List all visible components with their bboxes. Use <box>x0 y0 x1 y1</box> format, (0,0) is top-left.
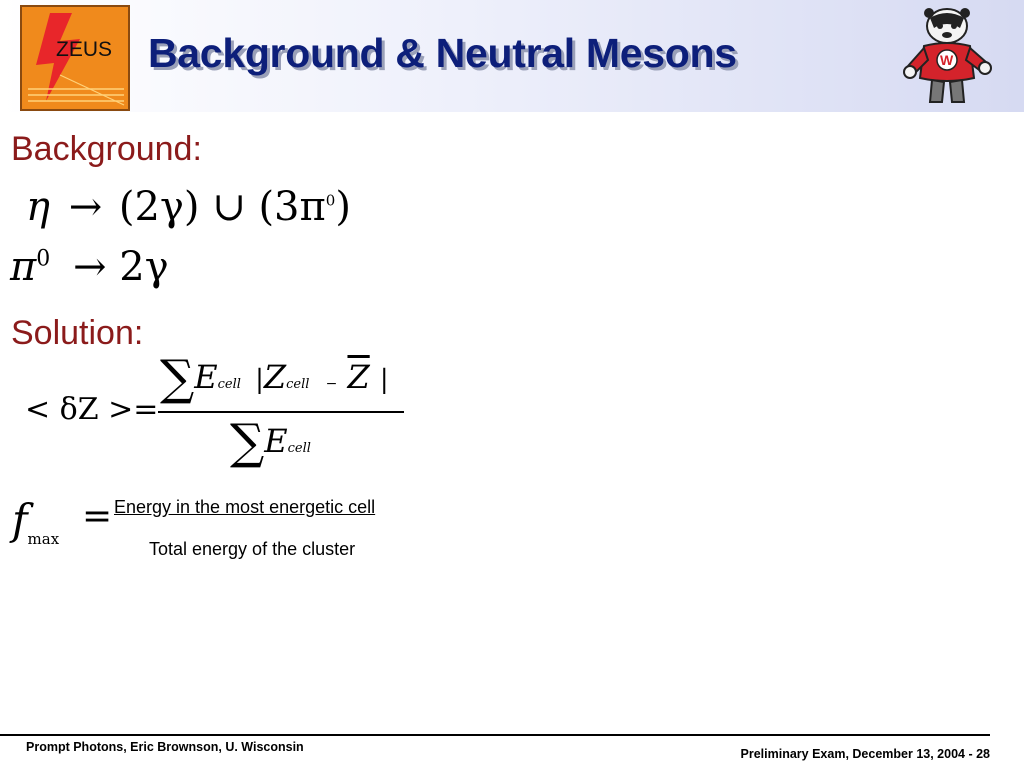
numerator-sum-symbol: ∑ <box>160 350 195 406</box>
numerator-abs-open: | <box>255 365 264 395</box>
zeus-logo <box>20 5 130 111</box>
footer-right-text: Preliminary Exam, December 13, 2004 - 28 <box>740 747 990 761</box>
numerator-minus: − <box>325 376 338 392</box>
denominator-e-subscript: cell <box>287 441 311 456</box>
numerator-z-subscript: cell <box>286 377 310 392</box>
delta-z-lhs: < δZ >= <box>25 392 159 427</box>
eta-union: ∪ <box>212 184 246 230</box>
footer-divider <box>0 734 990 736</box>
svg-text:W: W <box>940 52 954 68</box>
numerator-e: E <box>194 358 218 396</box>
delta-z-numerator <box>160 350 389 406</box>
numerator-z-bar: $\overline{Z}$ <box>347 358 370 396</box>
eta-arrow: → <box>68 184 103 230</box>
eta-part-two-gamma: (2γ) <box>118 184 200 230</box>
solution-heading: Solution: <box>11 314 144 352</box>
pi0-rhs: 2γ <box>119 244 169 290</box>
background-heading: Background: <box>11 130 202 168</box>
eta-part-three-pi-sup: 0 <box>325 191 336 210</box>
delta-z-denominator <box>230 414 311 470</box>
eta-part-three-pi-open: (3π <box>258 184 326 230</box>
badger-mascot-icon <box>902 4 992 108</box>
fmax-denominator: Total energy of the cluster <box>149 539 356 559</box>
eta-symbol: η <box>26 184 50 230</box>
fmax-lhs <box>12 495 59 548</box>
pi0-arrow: → <box>73 244 107 290</box>
fmax-equals: = <box>82 496 113 537</box>
eta-decay-equation <box>26 184 351 230</box>
pi0-decay-equation <box>10 244 169 290</box>
eta-part-three-pi-close: ) <box>335 184 351 230</box>
footer-left-text: Prompt Photons, Eric Brownson, U. Wisconsin <box>26 740 304 754</box>
slide-title: Background & Neutral Mesons <box>148 30 737 76</box>
numerator-abs-close: | <box>379 365 389 395</box>
numerator-e-subscript: cell <box>217 377 241 392</box>
denominator-e: E <box>264 422 288 460</box>
zeus-logo-text: ZEUS <box>56 38 113 61</box>
numerator-z: Z <box>263 358 287 396</box>
fmax-subscript: max <box>27 530 60 548</box>
delta-z-fraction-bar <box>158 411 404 413</box>
pi-symbol: π <box>10 244 37 290</box>
denominator-sum-symbol: ∑ <box>230 414 265 470</box>
fmax-numerator: Energy in the most energetic cell <box>114 497 376 517</box>
fmax-f: f <box>12 495 28 544</box>
zeus-logo-graphic <box>20 5 130 111</box>
pi-superscript: 0 <box>36 246 51 272</box>
